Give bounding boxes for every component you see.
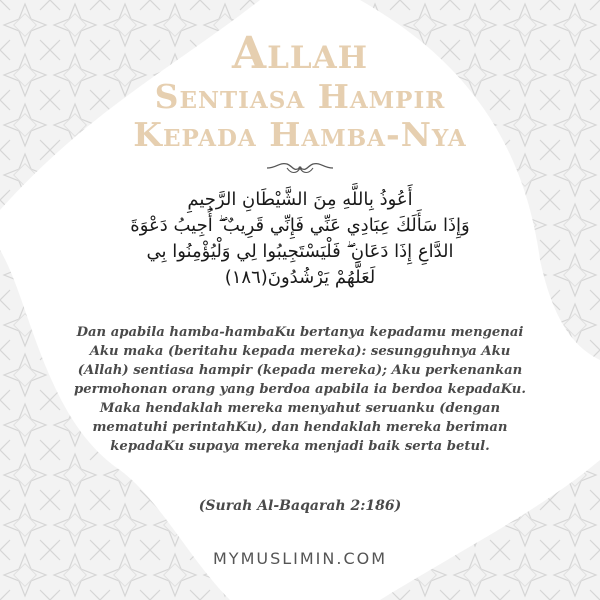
title-line-2: Sentiasa Hampir [154,77,446,116]
arabic-verse [80,187,520,291]
arabic-line-4: لَعَلَّهُمْ يَرْشُدُونَ(١٨٦) [224,267,376,288]
arabic-line-3: الدَّاعِ إِذَا دَعَانِ ۖ فَلْيَسْتَجِيبُوا لِي وَلْيُؤْمِنُوا بِي [146,241,454,262]
arabic-line-2: وَإِذَا سَأَلَكَ عِبَادِي عَنِّي فَإِنِّي قَرِيبٌ ۖ أُجِيبُ دَعْوَةَ [130,215,470,236]
title-block [0,30,600,154]
website-credit: MYMUSLIMIN.COM [212,549,388,568]
pattern-corner-bottom-right [380,460,600,600]
flourish-divider-icon [265,158,335,178]
verse-translation: Dan apabila hamba-hambaKu bertanya kepadamu mengenai Aku maka (beritahu kepada mereka): sesungguhnya Aku (Allah) sentiasa hampir (kepada mereka); Aku perkenankan permohonan orang yang berdoa apabila ia berdoa kepadaKu. Maka hendaklah mereka menyahut seruanku (dengan mematuhi perintahKu), dan hendaklah mereka beriman kepadaKu supaya mereka menjadi baik serta betul. [74,325,526,454]
verse-reference: (Surah Al-Baqarah 2:186) [198,498,402,514]
title-line-3: Kepada Hamba-Nya [133,115,467,154]
arabic-line-1: أَعُوذُ بِاللَّهِ مِنَ الشَّيْطَانِ الرَّجِيمِ [187,189,413,210]
title-line-1: Allah [231,28,369,79]
